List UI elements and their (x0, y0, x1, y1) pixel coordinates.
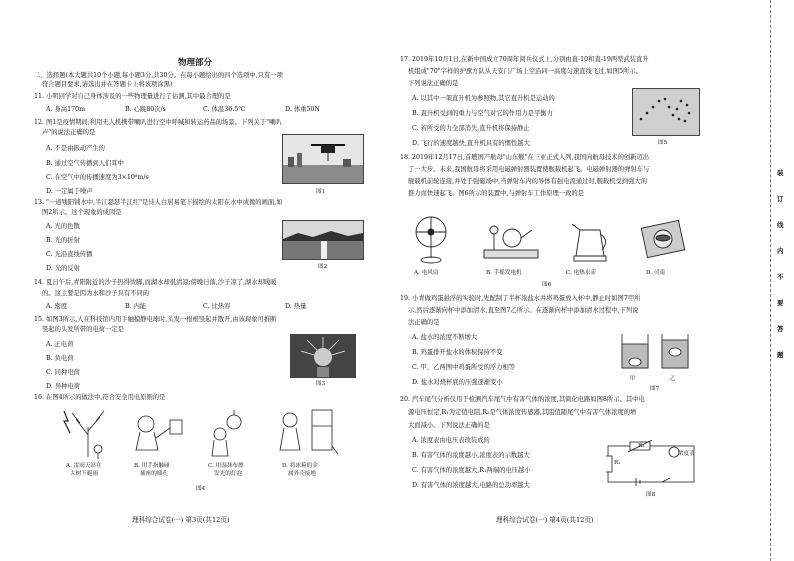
q16-opt-d-2: 属外壳接地 (288, 471, 316, 477)
q14-stem: 14. 夏日午后,青阳附近的沙子热得烫脚,而湖水却很清凉;傍晚日落,沙子凉了,湖水却暖暖 (34, 279, 277, 286)
section-instructions-2: 符合题目要求,请选出并在答题卡上将该项涂黑) (42, 81, 173, 88)
q19-opt-c: C. 甲、乙两图中鸡蛋所受的浮力相等 (412, 364, 516, 371)
section-title: 物理部分 (178, 58, 213, 68)
q13-stem: 13. "一道残阳铺水中,半江瑟瑟半江红"是诗人白居易笔下描绘的太阳在水中成像的画面,如 (34, 199, 283, 206)
figure-4-wet-cloth-bulb (198, 410, 258, 458)
q16-opt-b-2: 插座的插孔 (140, 471, 168, 477)
q17-opt-d: D. 飞行的速度越快,直升机具有的惯性越大 (412, 140, 530, 147)
q20-stem: 20. 汽车尾气分析仪用于检测汽车尾气中有害气体的浓度,其简化电路如图8所示。其中电 (400, 396, 645, 403)
figure-4-caption: 图4 (196, 486, 206, 492)
q17-opt-a: A. 以其中一架直升机为参照物,其它直升机是运动的 (412, 95, 555, 102)
q17-opt-c: C. 若所受的力全部消失,直升机将保持静止 (412, 125, 530, 132)
q17-stem-3: 下列说法正确的是 (408, 80, 459, 87)
q16-opt-d: D. 将冰箱的金 (282, 463, 318, 469)
q14-opt-d: D. 热量 (285, 303, 307, 310)
figure-4-tree-rain (58, 407, 118, 459)
seal-char: 装 (777, 169, 784, 177)
q16-opt-a: A. 雷雨天站在 (66, 463, 102, 469)
seal-char: 不 (777, 273, 784, 281)
q16-stem: 16. 在图4所示的做法中,符合安全用电原则的是 (34, 394, 166, 401)
q12-opt-c: C. 在空气中的传播速度为3×10⁸m/s (46, 174, 149, 181)
figure-8-label-r1: R₁ (614, 460, 621, 466)
q18-opt-a: A. 电风扇 (414, 270, 439, 276)
q12-stem: 12. 图1是疫情期间,利用无人机携带喇叭进行空中呼喊和转运药品的场景。下列关于"喇叭 (34, 119, 282, 126)
figure-8-label-r2: R₂ (638, 443, 645, 449)
q15-stem: 15. 如图3所示,人在科技馆内用手触摸静电球时,头发一根根竖起并散开,由该现象可推断 (34, 316, 277, 323)
q15-stem-2: 竖起的头发所带的电荷一定是 (42, 326, 124, 333)
q18-opt-c: C. 电热水壶 (566, 270, 597, 276)
q19-opt-b: B. 鸡蛋排开盐水的体积保持不变 (412, 349, 503, 356)
q16-opt-c-2: 发光的灯泡 (214, 471, 242, 477)
q19-stem-2: 示,然后逐渐向杯中添加清水,直至图7乙所示。在逐渐向杯中添加清水过程中,下列说 (408, 307, 639, 314)
q15-opt-d: D. 异种电荷 (46, 383, 81, 390)
q11-opt-b: B. 心跳80次/s (125, 106, 166, 113)
q12-opt-b: B. 通过空气传播到人们耳中 (46, 160, 124, 167)
q13-opt-a: A. 光的色散 (46, 223, 80, 230)
q19-opt-d: D. 盐水对烧杯底的压强逐渐变小 (412, 379, 503, 386)
left-page-footer: 理科综合试卷(一) 第3页(共12页) (132, 516, 230, 524)
q14-stem-2: 的。这主要是因为水和沙子具有不同的 (42, 290, 150, 297)
seal-char: 内 (777, 247, 784, 255)
q15-opt-c: C. 同种电荷 (46, 369, 80, 376)
q18-stem: 18. 2019年12月17日,首艘国产航母"山东舰"在三亚正式入列,我国向航母技术的创新迈出 (400, 154, 650, 161)
figure-6-hand-generator (480, 216, 542, 264)
q18-opt-b: B. 手摇发电机 (486, 270, 522, 276)
q19-opt-a: A. 盐水的浓度不断增大 (412, 334, 478, 341)
figure-3-static-hair-image (290, 334, 356, 378)
q20-opt-b: B. 有害气体的浓度越小,浓度表的示数越大 (412, 452, 530, 459)
figure-6-electric-kettle (566, 216, 614, 264)
q15-opt-b: B. 负电荷 (46, 355, 74, 362)
q12-opt-d: D. 一定属于噪声 (46, 188, 93, 195)
figure-7-label-jia: 甲 (630, 376, 636, 382)
q11-opt-d: D. 体重50N (285, 106, 320, 113)
q13-stem-2: 图2所示。这个现象的成因是 (42, 209, 122, 216)
figure-1-caption: 图1 (316, 189, 326, 195)
q12-opt-a: A. 不是由振动产生的 (46, 145, 105, 152)
q15-opt-a: A. 正电荷 (46, 341, 74, 348)
figure-3-caption: 图3 (316, 381, 326, 387)
q11-stem: 11. 小明同学对自己身体涉及的一些物理量进行了估测,其中最合理的是 (34, 93, 231, 100)
figure-6-caption: 图6 (542, 282, 552, 288)
right-page (400, 0, 760, 561)
q18-opt-d: D. 司南 (646, 270, 666, 276)
q14-opt-a: A. 密度 (46, 303, 68, 310)
q20-opt-c: C. 有害气体的浓度越大,R₁两端的电压越小 (412, 467, 531, 474)
q18-stem-2: 了一大步。未来,我国航母将采用电磁弹射器装置使舰载机起飞。电磁弹射器的弹射车与 (408, 166, 650, 173)
figure-7-caption: 图7 (650, 386, 660, 392)
figure-2-sunset-image (282, 220, 364, 260)
q20-opt-a: A. 浓度表由电压表改装成的 (412, 437, 490, 444)
figure-4-finger-socket (126, 410, 186, 458)
q13-opt-d: D. 光的反射 (46, 265, 81, 272)
figure-5-helicopters-image (632, 88, 700, 136)
q16-opt-b: B. 用手指触碰 (134, 463, 170, 469)
q18-stem-3: 舰载机前轮连接,并处于强磁场中,当弹射车内的导体有强电流通过时,舰载机受到强大的 (408, 178, 647, 185)
figure-7-egg-cups (618, 330, 694, 372)
figure-8-caption: 图8 (646, 492, 656, 498)
figure-2-caption: 图2 (318, 264, 328, 270)
figure-6-sinan-compass (638, 214, 688, 264)
q17-stem-2: 机组成"70"字样的护旗方队从天安门广场上空沿同一高度匀速直线飞过,如图5所示。 (408, 68, 642, 75)
figure-6-electric-fan (406, 214, 456, 264)
q19-stem-3: 法正确的是 (408, 319, 440, 326)
binding-seal-strip (770, 0, 794, 561)
figure-8-label-meter: 浓度表 (678, 451, 695, 457)
section-instructions: 二、选择题(本大题共10个小题,每小题3分,共30分。在每小题给出的四个选项中,只有一项 (34, 72, 283, 79)
q14-opt-b: B. 内能 (125, 303, 147, 310)
q14-opt-c: C. 比热容 (203, 303, 231, 310)
seal-char: 线 (777, 221, 784, 229)
q12-stem-2: 声"的说法正确的是 (42, 129, 96, 136)
q20-opt-d: D. 有害气体的浓度越大,电路的总功率越大 (412, 482, 530, 489)
q13-opt-c: C. 光沿直线传播 (46, 251, 93, 258)
seal-char: 题 (777, 351, 784, 359)
figure-4-fridge-ground (270, 406, 340, 458)
q20-stem-3: 大而减小。下列说法正确的是 (408, 422, 490, 429)
seal-char: 订 (777, 195, 784, 203)
right-page-footer: 理科综合试卷(一) 第4页(共12页) (496, 516, 594, 524)
q17-opt-b: B. 直升机受到的重力与空气对它的作用力是平衡力 (412, 110, 553, 117)
q11-opt-c: C. 体温36.5℃ (203, 106, 246, 113)
q17-stem: 17. 2019年10月1日,在新中国成立70周年阅兵仪式上,分别由直-10和直-19两型武装直升 (400, 56, 649, 63)
figure-7-label-yi: 乙 (670, 376, 676, 382)
q11-opt-a: A. 身高170m (46, 106, 86, 113)
q16-opt-c: C. 用湿抹布擦 (208, 463, 244, 469)
figure-1-drone-image (282, 134, 364, 184)
q20-stem-2: 源电压恒定,R₁为定值电阻,R₂是气体浓度传感器,其阻值随尾气中有害气体浓度的增 (408, 409, 637, 416)
q19-stem: 19. 小青做鸡蛋悬浮的实验时,先配制了半杯浓盐水并将鸡蛋放入杯中,静止时如图7甲所 (400, 295, 641, 302)
q18-stem-4: 推力而快速起飞。图6所示的装置中,与弹射车工作原理一致的是 (408, 190, 585, 197)
figure-5-caption: 图5 (658, 140, 668, 146)
q13-opt-b: B. 光的折射 (46, 237, 80, 244)
seal-char: 答 (777, 325, 784, 333)
q16-opt-a-2: 大树下避雨 (70, 471, 98, 477)
seal-char: 要 (777, 299, 784, 307)
